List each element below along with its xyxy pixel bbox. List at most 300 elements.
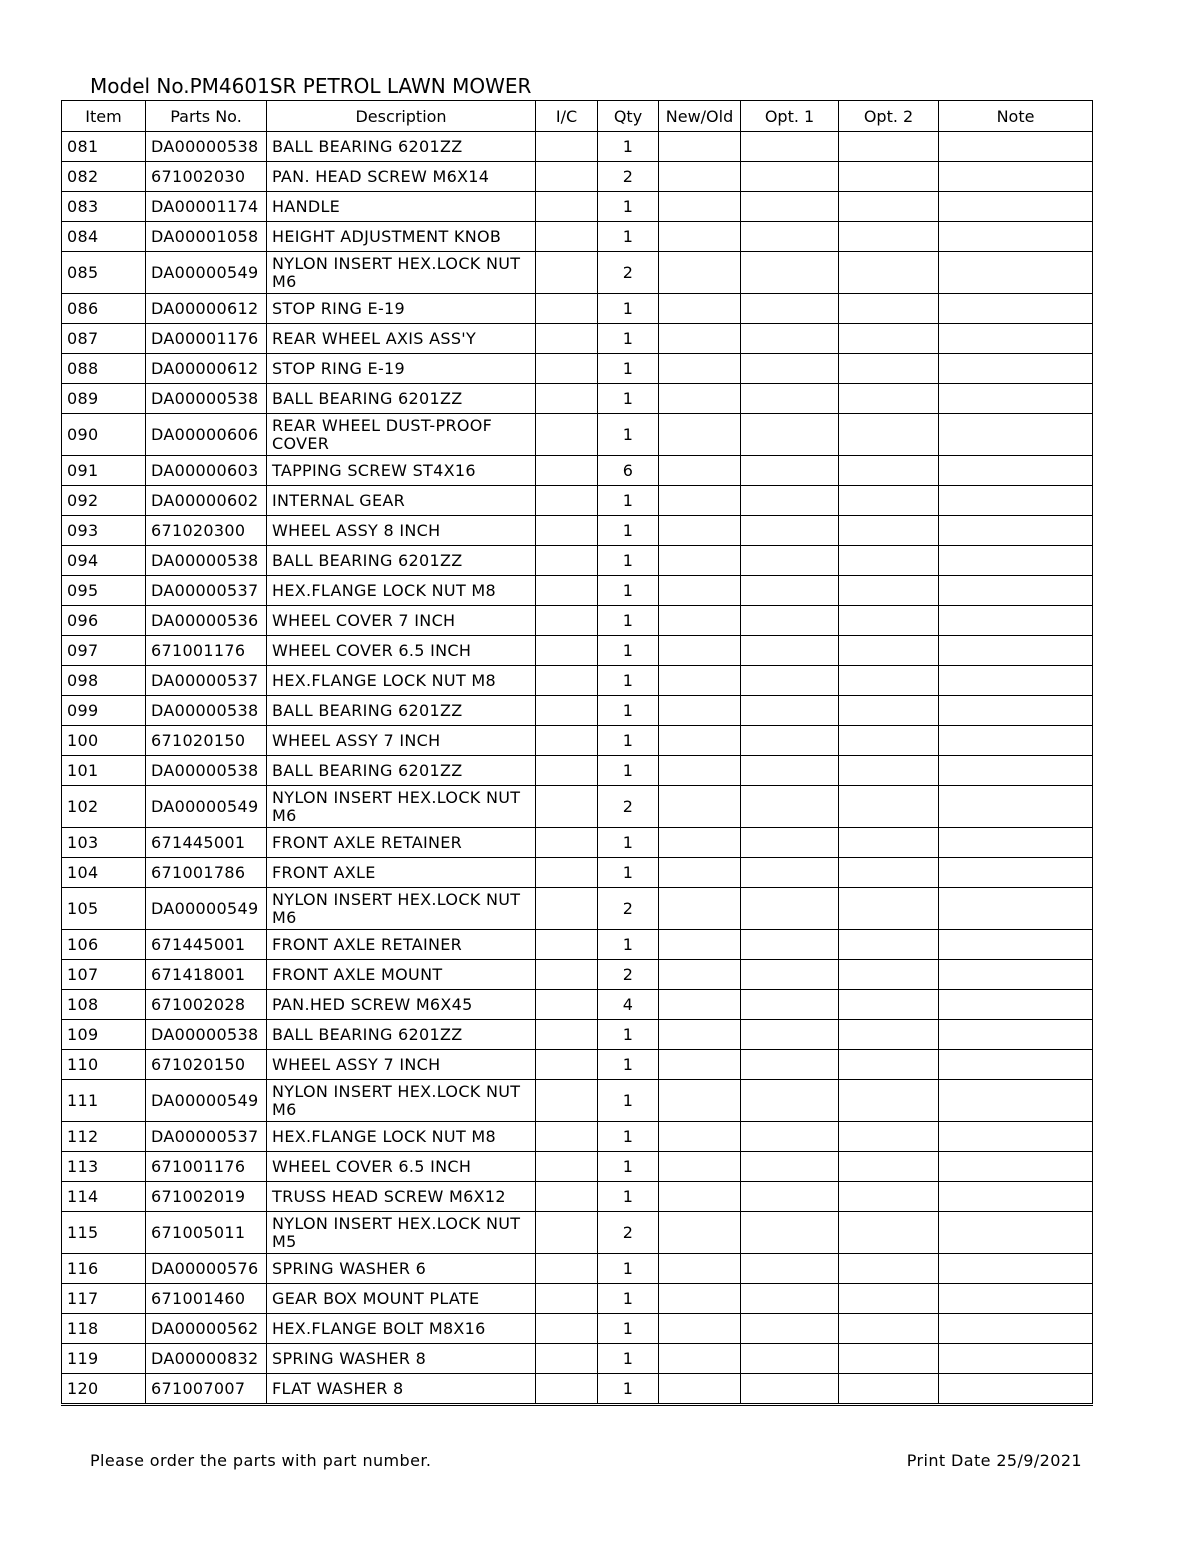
cell-qty: 1 bbox=[598, 222, 659, 252]
cell-note bbox=[939, 1152, 1093, 1182]
cell-new-old bbox=[659, 726, 741, 756]
cell-part-number: DA00000538 bbox=[146, 696, 267, 726]
cell-item: 099 bbox=[62, 696, 146, 726]
cell-item: 084 bbox=[62, 222, 146, 252]
cell-part-number: 671418001 bbox=[146, 960, 267, 990]
cell-new-old bbox=[659, 1080, 741, 1122]
cell-opt-2 bbox=[839, 384, 939, 414]
cell-note bbox=[939, 324, 1093, 354]
cell-ic bbox=[536, 1254, 598, 1284]
cell-opt-2 bbox=[839, 828, 939, 858]
cell-opt-1 bbox=[741, 666, 839, 696]
cell-ic bbox=[536, 1152, 598, 1182]
cell-new-old bbox=[659, 666, 741, 696]
cell-ic bbox=[536, 666, 598, 696]
table-row bbox=[62, 1254, 1093, 1284]
cell-description: BALL BEARING 6201ZZ bbox=[267, 756, 536, 786]
table-row bbox=[62, 222, 1093, 252]
cell-part-number: 671020150 bbox=[146, 1050, 267, 1080]
cell-opt-1 bbox=[741, 858, 839, 888]
cell-part-number: 671445001 bbox=[146, 930, 267, 960]
order-note: Please order the parts with part number. bbox=[90, 1451, 432, 1470]
cell-note bbox=[939, 354, 1093, 384]
cell-item: 091 bbox=[62, 456, 146, 486]
column-header-ic: I/C bbox=[536, 101, 598, 132]
cell-part-number: DA00001174 bbox=[146, 192, 267, 222]
page-title: Model No.PM4601SR PETROL LAWN MOWER bbox=[90, 74, 532, 98]
cell-part-number: 671001460 bbox=[146, 1284, 267, 1314]
cell-part-number: DA00000537 bbox=[146, 576, 267, 606]
cell-part-number: DA00000832 bbox=[146, 1344, 267, 1374]
cell-new-old bbox=[659, 414, 741, 456]
cell-part-number: DA00000576 bbox=[146, 1254, 267, 1284]
cell-new-old bbox=[659, 132, 741, 162]
cell-opt-1 bbox=[741, 192, 839, 222]
cell-item: 110 bbox=[62, 1050, 146, 1080]
cell-ic bbox=[536, 1122, 598, 1152]
cell-note bbox=[939, 546, 1093, 576]
cell-opt-2 bbox=[839, 252, 939, 294]
cell-part-number: DA00000538 bbox=[146, 132, 267, 162]
cell-item: 116 bbox=[62, 1254, 146, 1284]
cell-new-old bbox=[659, 828, 741, 858]
table-row bbox=[62, 294, 1093, 324]
cell-item: 095 bbox=[62, 576, 146, 606]
cell-qty: 1 bbox=[598, 294, 659, 324]
cell-item: 087 bbox=[62, 324, 146, 354]
cell-item: 096 bbox=[62, 606, 146, 636]
cell-opt-2 bbox=[839, 1080, 939, 1122]
cell-description: TAPPING SCREW ST4X16 bbox=[267, 456, 536, 486]
cell-description: HEX.FLANGE LOCK NUT M8 bbox=[267, 1122, 536, 1152]
cell-part-number: 671020150 bbox=[146, 726, 267, 756]
cell-opt-1 bbox=[741, 1314, 839, 1344]
cell-description: REAR WHEEL AXIS ASS'Y bbox=[267, 324, 536, 354]
table-row bbox=[62, 1344, 1093, 1374]
cell-note bbox=[939, 222, 1093, 252]
cell-description: FRONT AXLE bbox=[267, 858, 536, 888]
cell-qty: 1 bbox=[598, 516, 659, 546]
cell-description: FRONT AXLE RETAINER bbox=[267, 930, 536, 960]
cell-opt-1 bbox=[741, 1020, 839, 1050]
cell-opt-1 bbox=[741, 414, 839, 456]
cell-ic bbox=[536, 546, 598, 576]
cell-opt-2 bbox=[839, 354, 939, 384]
cell-description: INTERNAL GEAR bbox=[267, 486, 536, 516]
cell-item: 114 bbox=[62, 1182, 146, 1212]
table-row bbox=[62, 1122, 1093, 1152]
cell-opt-1 bbox=[741, 486, 839, 516]
cell-description: WHEEL ASSY 8 INCH bbox=[267, 516, 536, 546]
cell-opt-1 bbox=[741, 162, 839, 192]
table-row bbox=[62, 696, 1093, 726]
cell-qty: 6 bbox=[598, 456, 659, 486]
cell-item: 088 bbox=[62, 354, 146, 384]
cell-qty: 1 bbox=[598, 1122, 659, 1152]
cell-new-old bbox=[659, 990, 741, 1020]
cell-note bbox=[939, 696, 1093, 726]
cell-new-old bbox=[659, 1344, 741, 1374]
cell-note bbox=[939, 1182, 1093, 1212]
cell-item: 083 bbox=[62, 192, 146, 222]
cell-opt-1 bbox=[741, 1050, 839, 1080]
cell-description: FRONT AXLE MOUNT bbox=[267, 960, 536, 990]
cell-opt-1 bbox=[741, 1344, 839, 1374]
cell-item: 098 bbox=[62, 666, 146, 696]
cell-qty: 2 bbox=[598, 1212, 659, 1254]
cell-new-old bbox=[659, 930, 741, 960]
cell-item: 107 bbox=[62, 960, 146, 990]
cell-opt-2 bbox=[839, 132, 939, 162]
cell-note bbox=[939, 726, 1093, 756]
cell-ic bbox=[536, 930, 598, 960]
cell-item: 092 bbox=[62, 486, 146, 516]
table-row bbox=[62, 354, 1093, 384]
cell-note bbox=[939, 516, 1093, 546]
table-row bbox=[62, 1182, 1093, 1212]
cell-opt-2 bbox=[839, 324, 939, 354]
cell-opt-1 bbox=[741, 726, 839, 756]
cell-item: 112 bbox=[62, 1122, 146, 1152]
cell-qty: 1 bbox=[598, 1344, 659, 1374]
cell-new-old bbox=[659, 696, 741, 726]
cell-description: FLAT WASHER 8 bbox=[267, 1374, 536, 1405]
cell-ic bbox=[536, 132, 598, 162]
cell-note bbox=[939, 1374, 1093, 1405]
cell-item: 105 bbox=[62, 888, 146, 930]
cell-qty: 1 bbox=[598, 1152, 659, 1182]
cell-part-number: 671020300 bbox=[146, 516, 267, 546]
cell-note bbox=[939, 828, 1093, 858]
cell-item: 081 bbox=[62, 132, 146, 162]
table-row bbox=[62, 606, 1093, 636]
cell-ic bbox=[536, 1284, 598, 1314]
cell-qty: 1 bbox=[598, 696, 659, 726]
cell-note bbox=[939, 576, 1093, 606]
cell-part-number: 671005011 bbox=[146, 1212, 267, 1254]
cell-description: HEX.FLANGE BOLT M8X16 bbox=[267, 1314, 536, 1344]
table-row bbox=[62, 786, 1093, 828]
table-row bbox=[62, 546, 1093, 576]
cell-ic bbox=[536, 192, 598, 222]
cell-qty: 2 bbox=[598, 252, 659, 294]
cell-part-number: 671002019 bbox=[146, 1182, 267, 1212]
cell-qty: 1 bbox=[598, 546, 659, 576]
cell-ic bbox=[536, 414, 598, 456]
cell-description: HEX.FLANGE LOCK NUT M8 bbox=[267, 576, 536, 606]
cell-new-old bbox=[659, 636, 741, 666]
table-row bbox=[62, 858, 1093, 888]
cell-item: 119 bbox=[62, 1344, 146, 1374]
cell-qty: 1 bbox=[598, 486, 659, 516]
cell-description: STOP RING E-19 bbox=[267, 354, 536, 384]
cell-opt-2 bbox=[839, 606, 939, 636]
cell-part-number: DA00000549 bbox=[146, 252, 267, 294]
table-row bbox=[62, 324, 1093, 354]
cell-ic bbox=[536, 252, 598, 294]
cell-item: 100 bbox=[62, 726, 146, 756]
cell-new-old bbox=[659, 1314, 741, 1344]
cell-description: HEX.FLANGE LOCK NUT M8 bbox=[267, 666, 536, 696]
cell-opt-1 bbox=[741, 756, 839, 786]
cell-item: 104 bbox=[62, 858, 146, 888]
cell-item: 106 bbox=[62, 930, 146, 960]
cell-note bbox=[939, 294, 1093, 324]
cell-part-number: 671445001 bbox=[146, 828, 267, 858]
cell-new-old bbox=[659, 1374, 741, 1405]
cell-item: 090 bbox=[62, 414, 146, 456]
cell-item: 120 bbox=[62, 1374, 146, 1405]
cell-ic bbox=[536, 1314, 598, 1344]
cell-note bbox=[939, 990, 1093, 1020]
cell-qty: 1 bbox=[598, 1314, 659, 1344]
cell-opt-2 bbox=[839, 546, 939, 576]
cell-note bbox=[939, 132, 1093, 162]
cell-qty: 1 bbox=[598, 756, 659, 786]
cell-qty: 4 bbox=[598, 990, 659, 1020]
cell-description: BALL BEARING 6201ZZ bbox=[267, 384, 536, 414]
cell-note bbox=[939, 1020, 1093, 1050]
cell-opt-1 bbox=[741, 606, 839, 636]
cell-qty: 2 bbox=[598, 786, 659, 828]
table-row bbox=[62, 1284, 1093, 1314]
table-row bbox=[62, 666, 1093, 696]
cell-opt-2 bbox=[839, 1122, 939, 1152]
cell-ic bbox=[536, 486, 598, 516]
cell-opt-2 bbox=[839, 414, 939, 456]
cell-opt-1 bbox=[741, 1152, 839, 1182]
cell-opt-1 bbox=[741, 354, 839, 384]
cell-item: 109 bbox=[62, 1020, 146, 1050]
cell-description: PAN. HEAD SCREW M6X14 bbox=[267, 162, 536, 192]
cell-new-old bbox=[659, 384, 741, 414]
cell-opt-2 bbox=[839, 1284, 939, 1314]
cell-new-old bbox=[659, 858, 741, 888]
cell-ic bbox=[536, 354, 598, 384]
cell-item: 103 bbox=[62, 828, 146, 858]
cell-item: 102 bbox=[62, 786, 146, 828]
cell-description: NYLON INSERT HEX.LOCK NUT M6 bbox=[267, 252, 536, 294]
cell-description: WHEEL ASSY 7 INCH bbox=[267, 1050, 536, 1080]
column-header-item: Item bbox=[62, 101, 146, 132]
cell-opt-2 bbox=[839, 1374, 939, 1405]
cell-new-old bbox=[659, 1020, 741, 1050]
cell-qty: 1 bbox=[598, 576, 659, 606]
cell-ic bbox=[536, 222, 598, 252]
cell-description: WHEEL COVER 6.5 INCH bbox=[267, 1152, 536, 1182]
cell-ic bbox=[536, 1080, 598, 1122]
cell-opt-2 bbox=[839, 1254, 939, 1284]
cell-qty: 1 bbox=[598, 726, 659, 756]
cell-opt-2 bbox=[839, 222, 939, 252]
cell-qty: 1 bbox=[598, 930, 659, 960]
cell-ic bbox=[536, 576, 598, 606]
cell-item: 097 bbox=[62, 636, 146, 666]
cell-part-number: 671002028 bbox=[146, 990, 267, 1020]
cell-opt-1 bbox=[741, 1182, 839, 1212]
cell-ic bbox=[536, 162, 598, 192]
cell-item: 111 bbox=[62, 1080, 146, 1122]
cell-description: PAN.HED SCREW M6X45 bbox=[267, 990, 536, 1020]
cell-ic bbox=[536, 756, 598, 786]
cell-description: NYLON INSERT HEX.LOCK NUT M6 bbox=[267, 888, 536, 930]
cell-item: 117 bbox=[62, 1284, 146, 1314]
cell-new-old bbox=[659, 516, 741, 546]
table-row bbox=[62, 960, 1093, 990]
table-row bbox=[62, 1374, 1093, 1405]
cell-item: 093 bbox=[62, 516, 146, 546]
cell-opt-1 bbox=[741, 1080, 839, 1122]
cell-qty: 1 bbox=[598, 384, 659, 414]
cell-item: 101 bbox=[62, 756, 146, 786]
table-row bbox=[62, 636, 1093, 666]
table-row bbox=[62, 1050, 1093, 1080]
cell-opt-1 bbox=[741, 222, 839, 252]
parts-table-body bbox=[62, 132, 1093, 1405]
cell-ic bbox=[536, 636, 598, 666]
cell-part-number: DA00000549 bbox=[146, 1080, 267, 1122]
cell-qty: 1 bbox=[598, 414, 659, 456]
cell-qty: 2 bbox=[598, 162, 659, 192]
cell-new-old bbox=[659, 192, 741, 222]
cell-item: 118 bbox=[62, 1314, 146, 1344]
cell-description: WHEEL COVER 7 INCH bbox=[267, 606, 536, 636]
cell-opt-1 bbox=[741, 516, 839, 546]
cell-opt-1 bbox=[741, 132, 839, 162]
cell-note bbox=[939, 756, 1093, 786]
cell-item: 085 bbox=[62, 252, 146, 294]
cell-opt-2 bbox=[839, 294, 939, 324]
cell-ic bbox=[536, 1374, 598, 1405]
cell-qty: 2 bbox=[598, 888, 659, 930]
cell-opt-2 bbox=[839, 1314, 939, 1344]
cell-note bbox=[939, 930, 1093, 960]
cell-part-number: DA00000538 bbox=[146, 384, 267, 414]
table-row bbox=[62, 1020, 1093, 1050]
cell-opt-1 bbox=[741, 324, 839, 354]
cell-note bbox=[939, 486, 1093, 516]
column-header-new-old: New/Old bbox=[659, 101, 741, 132]
cell-part-number: DA00000537 bbox=[146, 1122, 267, 1152]
cell-opt-1 bbox=[741, 1374, 839, 1405]
cell-opt-2 bbox=[839, 1050, 939, 1080]
cell-note bbox=[939, 456, 1093, 486]
cell-ic bbox=[536, 990, 598, 1020]
cell-new-old bbox=[659, 324, 741, 354]
cell-description: SPRING WASHER 8 bbox=[267, 1344, 536, 1374]
cell-opt-2 bbox=[839, 516, 939, 546]
cell-ic bbox=[536, 888, 598, 930]
cell-new-old bbox=[659, 546, 741, 576]
cell-ic bbox=[536, 324, 598, 354]
table-row bbox=[62, 1080, 1093, 1122]
cell-qty: 1 bbox=[598, 324, 659, 354]
cell-part-number: DA00000537 bbox=[146, 666, 267, 696]
cell-ic bbox=[536, 696, 598, 726]
cell-qty: 1 bbox=[598, 1182, 659, 1212]
column-header-description: Description bbox=[267, 101, 536, 132]
cell-new-old bbox=[659, 252, 741, 294]
column-header-note: Note bbox=[939, 101, 1093, 132]
cell-opt-2 bbox=[839, 666, 939, 696]
table-row bbox=[62, 486, 1093, 516]
cell-opt-1 bbox=[741, 252, 839, 294]
cell-opt-2 bbox=[839, 1344, 939, 1374]
table-row bbox=[62, 162, 1093, 192]
cell-description: NYLON INSERT HEX.LOCK NUT M5 bbox=[267, 1212, 536, 1254]
table-row bbox=[62, 192, 1093, 222]
cell-qty: 1 bbox=[598, 1020, 659, 1050]
cell-new-old bbox=[659, 162, 741, 192]
cell-description: REAR WHEEL DUST-PROOF COVER bbox=[267, 414, 536, 456]
cell-part-number: 671001786 bbox=[146, 858, 267, 888]
table-row bbox=[62, 726, 1093, 756]
cell-opt-2 bbox=[839, 930, 939, 960]
cell-ic bbox=[536, 384, 598, 414]
cell-new-old bbox=[659, 1254, 741, 1284]
print-date: Print Date 25/9/2021 bbox=[906, 1451, 1082, 1470]
cell-qty: 1 bbox=[598, 1050, 659, 1080]
cell-new-old bbox=[659, 1122, 741, 1152]
cell-qty: 1 bbox=[598, 1254, 659, 1284]
cell-opt-2 bbox=[839, 888, 939, 930]
cell-part-number: DA00000562 bbox=[146, 1314, 267, 1344]
cell-opt-2 bbox=[839, 1152, 939, 1182]
cell-note bbox=[939, 162, 1093, 192]
cell-opt-2 bbox=[839, 786, 939, 828]
cell-opt-2 bbox=[839, 990, 939, 1020]
cell-note bbox=[939, 666, 1093, 696]
cell-opt-1 bbox=[741, 636, 839, 666]
cell-opt-2 bbox=[839, 192, 939, 222]
cell-opt-2 bbox=[839, 1212, 939, 1254]
table-row bbox=[62, 756, 1093, 786]
table-row bbox=[62, 252, 1093, 294]
column-header-parts-no: Parts No. bbox=[146, 101, 267, 132]
cell-opt-1 bbox=[741, 828, 839, 858]
cell-ic bbox=[536, 960, 598, 990]
cell-new-old bbox=[659, 756, 741, 786]
cell-new-old bbox=[659, 1152, 741, 1182]
cell-part-number: 671007007 bbox=[146, 1374, 267, 1405]
cell-opt-2 bbox=[839, 858, 939, 888]
cell-ic bbox=[536, 1344, 598, 1374]
cell-description: SPRING WASHER 6 bbox=[267, 1254, 536, 1284]
cell-description: BALL BEARING 6201ZZ bbox=[267, 696, 536, 726]
table-row bbox=[62, 828, 1093, 858]
cell-part-number: DA00001176 bbox=[146, 324, 267, 354]
cell-qty: 1 bbox=[598, 666, 659, 696]
cell-new-old bbox=[659, 354, 741, 384]
cell-opt-2 bbox=[839, 1182, 939, 1212]
cell-ic bbox=[536, 1182, 598, 1212]
cell-part-number: DA00000603 bbox=[146, 456, 267, 486]
cell-new-old bbox=[659, 786, 741, 828]
cell-part-number: DA00000549 bbox=[146, 786, 267, 828]
cell-part-number: DA00000536 bbox=[146, 606, 267, 636]
cell-opt-1 bbox=[741, 546, 839, 576]
cell-note bbox=[939, 858, 1093, 888]
cell-description: BALL BEARING 6201ZZ bbox=[267, 132, 536, 162]
cell-description: FRONT AXLE RETAINER bbox=[267, 828, 536, 858]
cell-new-old bbox=[659, 1284, 741, 1314]
cell-item: 086 bbox=[62, 294, 146, 324]
table-header-row bbox=[62, 101, 1093, 132]
cell-description: STOP RING E-19 bbox=[267, 294, 536, 324]
cell-note bbox=[939, 414, 1093, 456]
cell-new-old bbox=[659, 1182, 741, 1212]
cell-opt-1 bbox=[741, 930, 839, 960]
